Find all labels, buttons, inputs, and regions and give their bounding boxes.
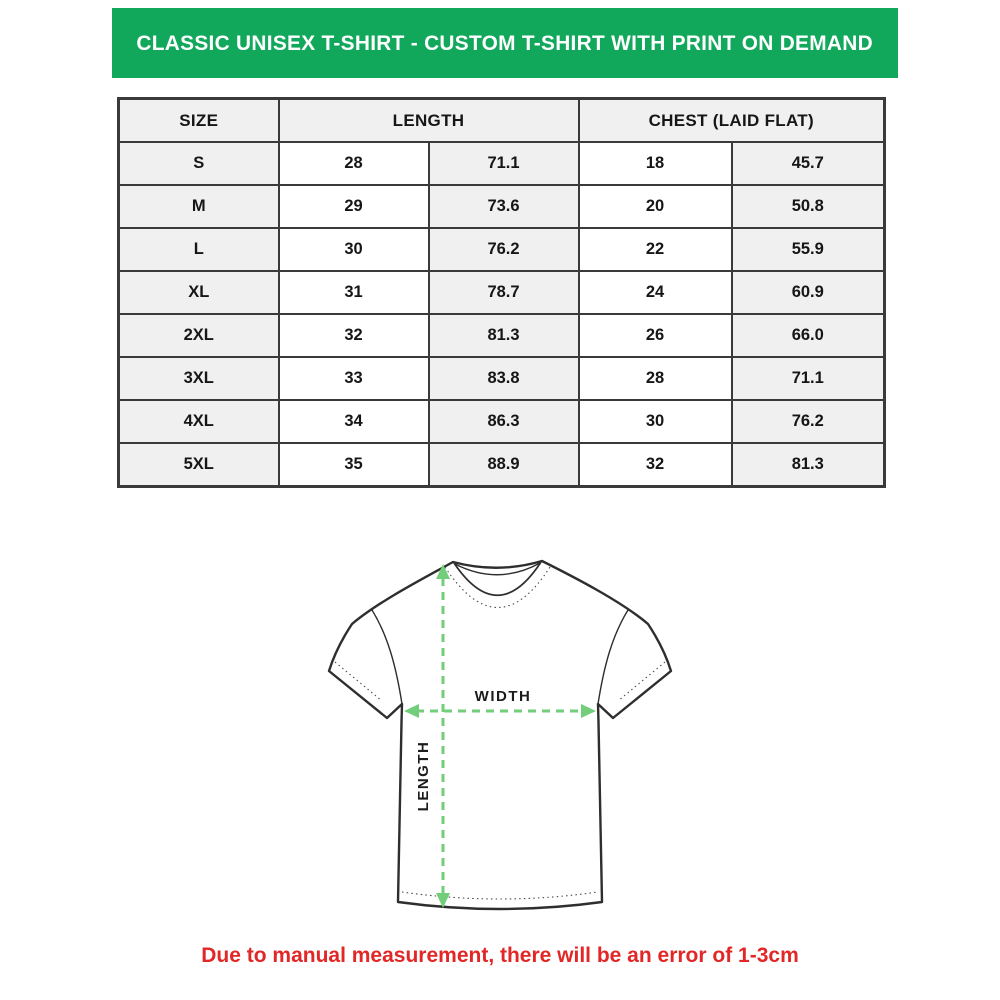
length-cm-cell: 88.9: [429, 443, 579, 487]
table-row: [119, 142, 885, 185]
length-cm-cell: 78.7: [429, 271, 579, 314]
length-in-cell: 28: [279, 142, 429, 185]
table-row: [119, 185, 885, 228]
size-cell: 3XL: [119, 357, 279, 400]
chest-in-cell: 24: [579, 271, 732, 314]
width-label: WIDTH: [474, 688, 532, 705]
chest-in-cell: 18: [579, 142, 732, 185]
measurement-error-note: Due to manual measurement, there will be an error of 1-3cm: [201, 944, 799, 967]
chest-in-cell: 30: [579, 400, 732, 443]
length-in-cell: 30: [279, 228, 429, 271]
col-header-size: SIZE: [119, 99, 279, 143]
table-row: [119, 228, 885, 271]
chest-cm-cell: 71.1: [732, 357, 885, 400]
length-cm-cell: 86.3: [429, 400, 579, 443]
chest-cm-cell: 50.8: [732, 185, 885, 228]
tshirt-measurement-diagram: [320, 548, 680, 923]
length-cm-cell: 76.2: [429, 228, 579, 271]
length-in-cell: 34: [279, 400, 429, 443]
length-cm-cell: 83.8: [429, 357, 579, 400]
length-cm-cell: 71.1: [429, 142, 579, 185]
length-label: LENGTH: [415, 740, 432, 812]
chest-cm-cell: 66.0: [732, 314, 885, 357]
size-cell: 5XL: [119, 443, 279, 487]
size-cell: L: [119, 228, 279, 271]
chest-cm-cell: 55.9: [732, 228, 885, 271]
col-header-chest: CHEST (LAID FLAT): [579, 99, 885, 143]
length-in-cell: 35: [279, 443, 429, 487]
chest-cm-cell: 60.9: [732, 271, 885, 314]
length-cm-cell: 81.3: [429, 314, 579, 357]
length-in-cell: 29: [279, 185, 429, 228]
chest-in-cell: 26: [579, 314, 732, 357]
chest-in-cell: 28: [579, 357, 732, 400]
chest-cm-cell: 45.7: [732, 142, 885, 185]
title-banner: [112, 8, 898, 78]
col-header-length: LENGTH: [279, 99, 579, 143]
table-row: [119, 400, 885, 443]
length-in-cell: 33: [279, 357, 429, 400]
size-cell: 4XL: [119, 400, 279, 443]
chest-cm-cell: 81.3: [732, 443, 885, 487]
size-cell: XL: [119, 271, 279, 314]
chest-in-cell: 32: [579, 443, 732, 487]
table-row: [119, 314, 885, 357]
length-cm-cell: 73.6: [429, 185, 579, 228]
size-cell: 2XL: [119, 314, 279, 357]
size-cell: M: [119, 185, 279, 228]
table-header-row: [119, 99, 885, 143]
page-title: CLASSIC UNISEX T-SHIRT - CUSTOM T-SHIRT WITH PRINT ON DEMAND: [136, 30, 874, 55]
size-table: [117, 97, 886, 488]
chest-in-cell: 22: [579, 228, 732, 271]
table-row: [119, 271, 885, 314]
table-row: [119, 357, 885, 400]
size-cell: S: [119, 142, 279, 185]
tshirt-outline: [329, 561, 671, 909]
chest-in-cell: 20: [579, 185, 732, 228]
chest-cm-cell: 76.2: [732, 400, 885, 443]
length-in-cell: 31: [279, 271, 429, 314]
table-row: [119, 443, 885, 487]
length-in-cell: 32: [279, 314, 429, 357]
